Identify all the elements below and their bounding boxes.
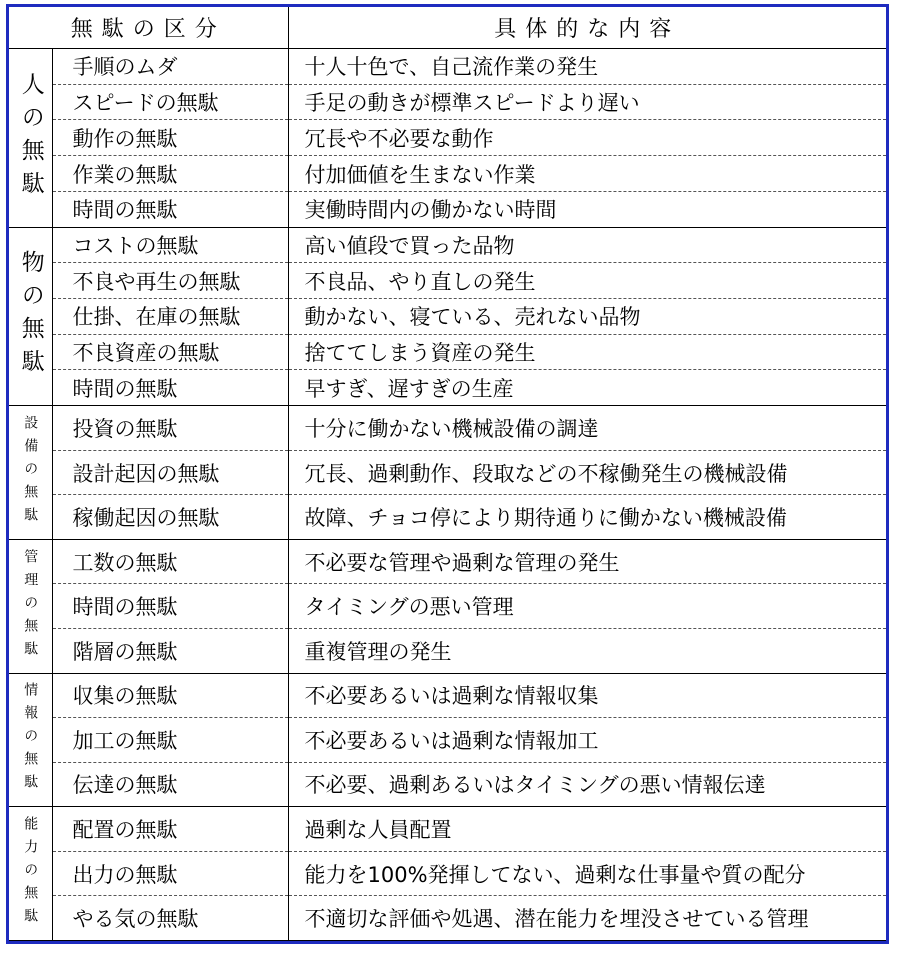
- table-row: [9, 718, 886, 763]
- waste-description: 不必要な管理や過剰な管理の発生: [288, 539, 886, 584]
- waste-description: 実働時間内の働かない時間: [288, 191, 886, 227]
- table-row: [9, 156, 886, 192]
- header-content: 具体的な内容: [288, 7, 886, 49]
- waste-description: 冗長、過剰動作、段取などの不稼働発生の機械設備: [288, 450, 886, 495]
- table-row: [9, 673, 886, 718]
- waste-item: 投資の無駄: [52, 406, 288, 451]
- waste-description: 不必要あるいは過剰な情報収集: [288, 673, 886, 718]
- table-row: [9, 539, 886, 584]
- table-row: [9, 896, 886, 941]
- table-row: [9, 851, 886, 896]
- waste-description: 捨ててしまう資産の発生: [288, 334, 886, 370]
- table-row: [9, 450, 886, 495]
- header-category: 無駄の区分: [9, 7, 288, 49]
- category-label: 設備の無駄: [9, 406, 52, 540]
- table-row: [9, 227, 886, 263]
- table-row: [9, 191, 886, 227]
- waste-description: 重複管理の発生: [288, 628, 886, 673]
- waste-item: 不良や再生の無駄: [52, 263, 288, 299]
- waste-description: 早すぎ、遅すぎの生産: [288, 370, 886, 406]
- waste-item: 時間の無駄: [52, 584, 288, 629]
- waste-item: コストの無駄: [52, 227, 288, 263]
- waste-description: 動かない、寝ている、売れない品物: [288, 299, 886, 335]
- waste-item: 加工の無駄: [52, 718, 288, 763]
- waste-item: 不良資産の無駄: [52, 334, 288, 370]
- waste-description: 手足の動きが標準スピードより遅い: [288, 84, 886, 120]
- table-row: [9, 120, 886, 156]
- waste-item: 出力の無駄: [52, 851, 288, 896]
- waste-item: 作業の無駄: [52, 156, 288, 192]
- waste-item: スピードの無駄: [52, 84, 288, 120]
- category-label: 管理の無駄: [9, 539, 52, 673]
- waste-description: 十人十色で、自己流作業の発生: [288, 49, 886, 85]
- category-label: 物の無駄: [9, 227, 52, 406]
- waste-description: 不必要、過剰あるいはタイミングの悪い情報伝達: [288, 762, 886, 807]
- table-row: [9, 334, 886, 370]
- waste-description: 不良品、やり直しの発生: [288, 263, 886, 299]
- table-row: [9, 299, 886, 335]
- waste-item: やる気の無駄: [52, 896, 288, 941]
- waste-description: 冗長や不必要な動作: [288, 120, 886, 156]
- waste-description: 十分に働かない機械設備の調達: [288, 406, 886, 451]
- waste-description: 高い値段で買った品物: [288, 227, 886, 263]
- waste-description: 付加価値を生まない作業: [288, 156, 886, 192]
- waste-description: 不適切な評価や処遇、潜在能力を埋没させている管理: [288, 896, 886, 941]
- waste-description: 過剰な人員配置: [288, 807, 886, 852]
- category-label: 能力の無駄: [9, 807, 52, 941]
- waste-classification-table: [9, 7, 886, 941]
- waste-item: 階層の無駄: [52, 628, 288, 673]
- waste-item: 工数の無駄: [52, 539, 288, 584]
- waste-item: 仕掛、在庫の無駄: [52, 299, 288, 335]
- table-row: [9, 807, 886, 852]
- table-row: [9, 584, 886, 629]
- waste-description: 故障、チョコ停により期待通りに働かない機械設備: [288, 495, 886, 540]
- table-header: [9, 7, 886, 49]
- table-row: [9, 263, 886, 299]
- header-row: [9, 7, 886, 49]
- waste-item: 手順のムダ: [52, 49, 288, 85]
- table-body: [9, 49, 886, 941]
- category-label: 情報の無駄: [9, 673, 52, 807]
- waste-description: 不必要あるいは過剰な情報加工: [288, 718, 886, 763]
- waste-item: 配置の無駄: [52, 807, 288, 852]
- waste-item: 伝達の無駄: [52, 762, 288, 807]
- waste-item: 時間の無駄: [52, 191, 288, 227]
- waste-description: タイミングの悪い管理: [288, 584, 886, 629]
- waste-description: 能力を100%発揮してない、過剰な仕事量や質の配分: [288, 851, 886, 896]
- waste-item: 稼働起因の無駄: [52, 495, 288, 540]
- waste-item: 動作の無駄: [52, 120, 288, 156]
- table-row: [9, 495, 886, 540]
- table-row: [9, 406, 886, 451]
- table-row: [9, 762, 886, 807]
- table-row: [9, 49, 886, 85]
- table-row: [9, 84, 886, 120]
- category-label: 人の無駄: [9, 49, 52, 228]
- waste-item: 収集の無駄: [52, 673, 288, 718]
- waste-classification-table-frame: [6, 4, 889, 944]
- table-row: [9, 370, 886, 406]
- table-row: [9, 628, 886, 673]
- waste-item: 時間の無駄: [52, 370, 288, 406]
- waste-item: 設計起因の無駄: [52, 450, 288, 495]
